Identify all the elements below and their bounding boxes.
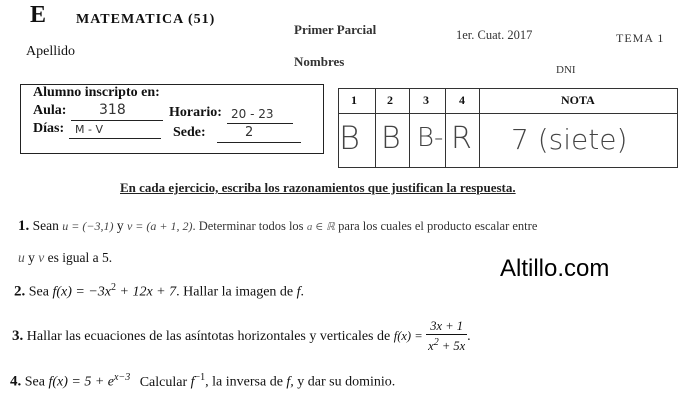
- exercise-1-line2-u: u: [18, 250, 25, 265]
- exercise-1-number: 1.: [18, 218, 30, 234]
- grade-col-nota: NOTA: [561, 93, 595, 107]
- exercise-3-number: 3.: [12, 328, 24, 344]
- exercise-4: [10, 372, 395, 391]
- exercise-4-exp: x−3: [114, 372, 131, 383]
- grade-mark-1: B: [339, 119, 360, 157]
- grade-col-3: 3: [423, 93, 429, 107]
- exercise-2-pre: Sea: [28, 284, 49, 300]
- exercise-1-line2-and: y: [28, 250, 35, 265]
- horario-value: 20 - 23: [231, 107, 274, 121]
- grade-mark-4: R: [451, 121, 472, 156]
- sede-label: Sede:: [173, 125, 206, 140]
- exercise-3-denominator: [426, 335, 467, 354]
- dias-label: Días:: [33, 121, 65, 136]
- exercise-2-exp: 2: [111, 282, 117, 293]
- exercise-1-and: y: [116, 218, 124, 233]
- grade-col-2: 2: [387, 93, 393, 107]
- exercise-4-end: y dar su dominio.: [297, 374, 396, 390]
- horario-underline: [227, 123, 293, 124]
- exercise-4-pre: Sea: [24, 374, 45, 390]
- dni-label: DNI: [556, 64, 576, 76]
- exercise-1-line2-v: v: [38, 250, 45, 265]
- aula-value: 318: [99, 102, 126, 118]
- grade-col-4: 4: [459, 93, 465, 107]
- aula-underline: [71, 120, 163, 121]
- exercise-4-tail: , la inversa de: [205, 374, 283, 390]
- exercise-1-line2-tail: es igual a 5.: [47, 250, 113, 265]
- exam-name: Primer Parcial: [294, 22, 377, 37]
- exercise-4-fx: f(x) = 5 + e: [48, 374, 115, 390]
- exercise-1-set: a ∈ ℝ: [306, 221, 335, 233]
- exercise-2: [14, 282, 304, 301]
- exam-tema: TEMA 1: [616, 31, 665, 45]
- exercise-4-finv-exp: −1: [194, 372, 206, 383]
- dias-underline: [69, 138, 161, 139]
- exercise-2-number: 2.: [14, 283, 26, 300]
- exercise-4-finv: f: [190, 374, 195, 390]
- exercise-4-f: f,: [286, 374, 294, 390]
- exercise-1-pre: Sean: [32, 218, 59, 233]
- exercise-3-fraction: [426, 319, 467, 354]
- exercise-3-den-base: x: [428, 339, 434, 354]
- watermark: Altillo.com: [500, 255, 610, 282]
- exercise-3: [12, 318, 471, 354]
- horario-label: Horario:: [169, 105, 222, 120]
- exercise-3-text: Hallar las ecuaciones de las asíntotas horizontales y verticales de: [26, 329, 391, 344]
- sede-underline: [217, 142, 301, 143]
- dias-value: M - V: [75, 123, 103, 136]
- instructions: En cada ejercicio, escriba los razonamientos que justifican la respuesta.: [120, 180, 516, 195]
- sede-value: 2: [245, 125, 254, 140]
- grade-col-sep-4: [479, 89, 480, 167]
- grade-col-1: 1: [351, 93, 357, 107]
- exam-letter: E: [30, 2, 47, 28]
- aula-label: Aula:: [33, 103, 67, 118]
- grade-mark-2: B: [381, 121, 401, 156]
- exercise-1-line-2: [18, 250, 112, 266]
- apellido-label: Apellido: [26, 44, 75, 59]
- grade-col-sep-1: [375, 89, 376, 167]
- exercise-3-numerator: 3x + 1: [426, 319, 467, 335]
- exercise-3-den-exp: 2: [433, 337, 439, 349]
- grade-col-sep-3: [445, 89, 446, 167]
- exercise-2-tail: . Hallar la imagen de: [176, 284, 294, 300]
- exercise-1-v: v = (a + 1, 2): [126, 219, 193, 233]
- grade-mark-3: B-: [417, 123, 444, 153]
- exercise-1-mid: . Determinar todos los: [192, 219, 304, 233]
- exercise-2-end: .: [300, 284, 305, 300]
- exercise-1: [18, 218, 537, 235]
- grade-nota-value: 7 (siete): [511, 123, 628, 156]
- grade-table: [338, 88, 678, 168]
- exercise-1-u: u = (−3,1): [62, 219, 114, 233]
- grade-col-sep-2: [409, 89, 410, 167]
- exercise-1-tail: para los cuales el producto escalar entre: [338, 219, 538, 233]
- exercise-3-den-rest: + 5x: [441, 339, 466, 354]
- enrollment-title: Alumno inscripto en:: [33, 85, 160, 100]
- nombres-label: Nombres: [294, 54, 345, 69]
- exercise-4-number: 4.: [10, 373, 22, 390]
- grade-table-divider: [339, 113, 677, 114]
- exercise-3-fx: f(x) =: [393, 329, 423, 343]
- exercise-2-fx: f(x) = −3x: [52, 284, 112, 300]
- subject-title: MATEMATICA (51): [76, 12, 216, 27]
- exercise-2-rest: + 12x + 7: [119, 284, 177, 300]
- exam-period: 1er. Cuat. 2017: [456, 28, 533, 42]
- exercise-3-end: .: [467, 329, 471, 344]
- enrollment-box: [20, 84, 324, 154]
- exercise-4-mid: Calcular: [139, 374, 188, 390]
- exercise-2-f: f: [296, 284, 301, 300]
